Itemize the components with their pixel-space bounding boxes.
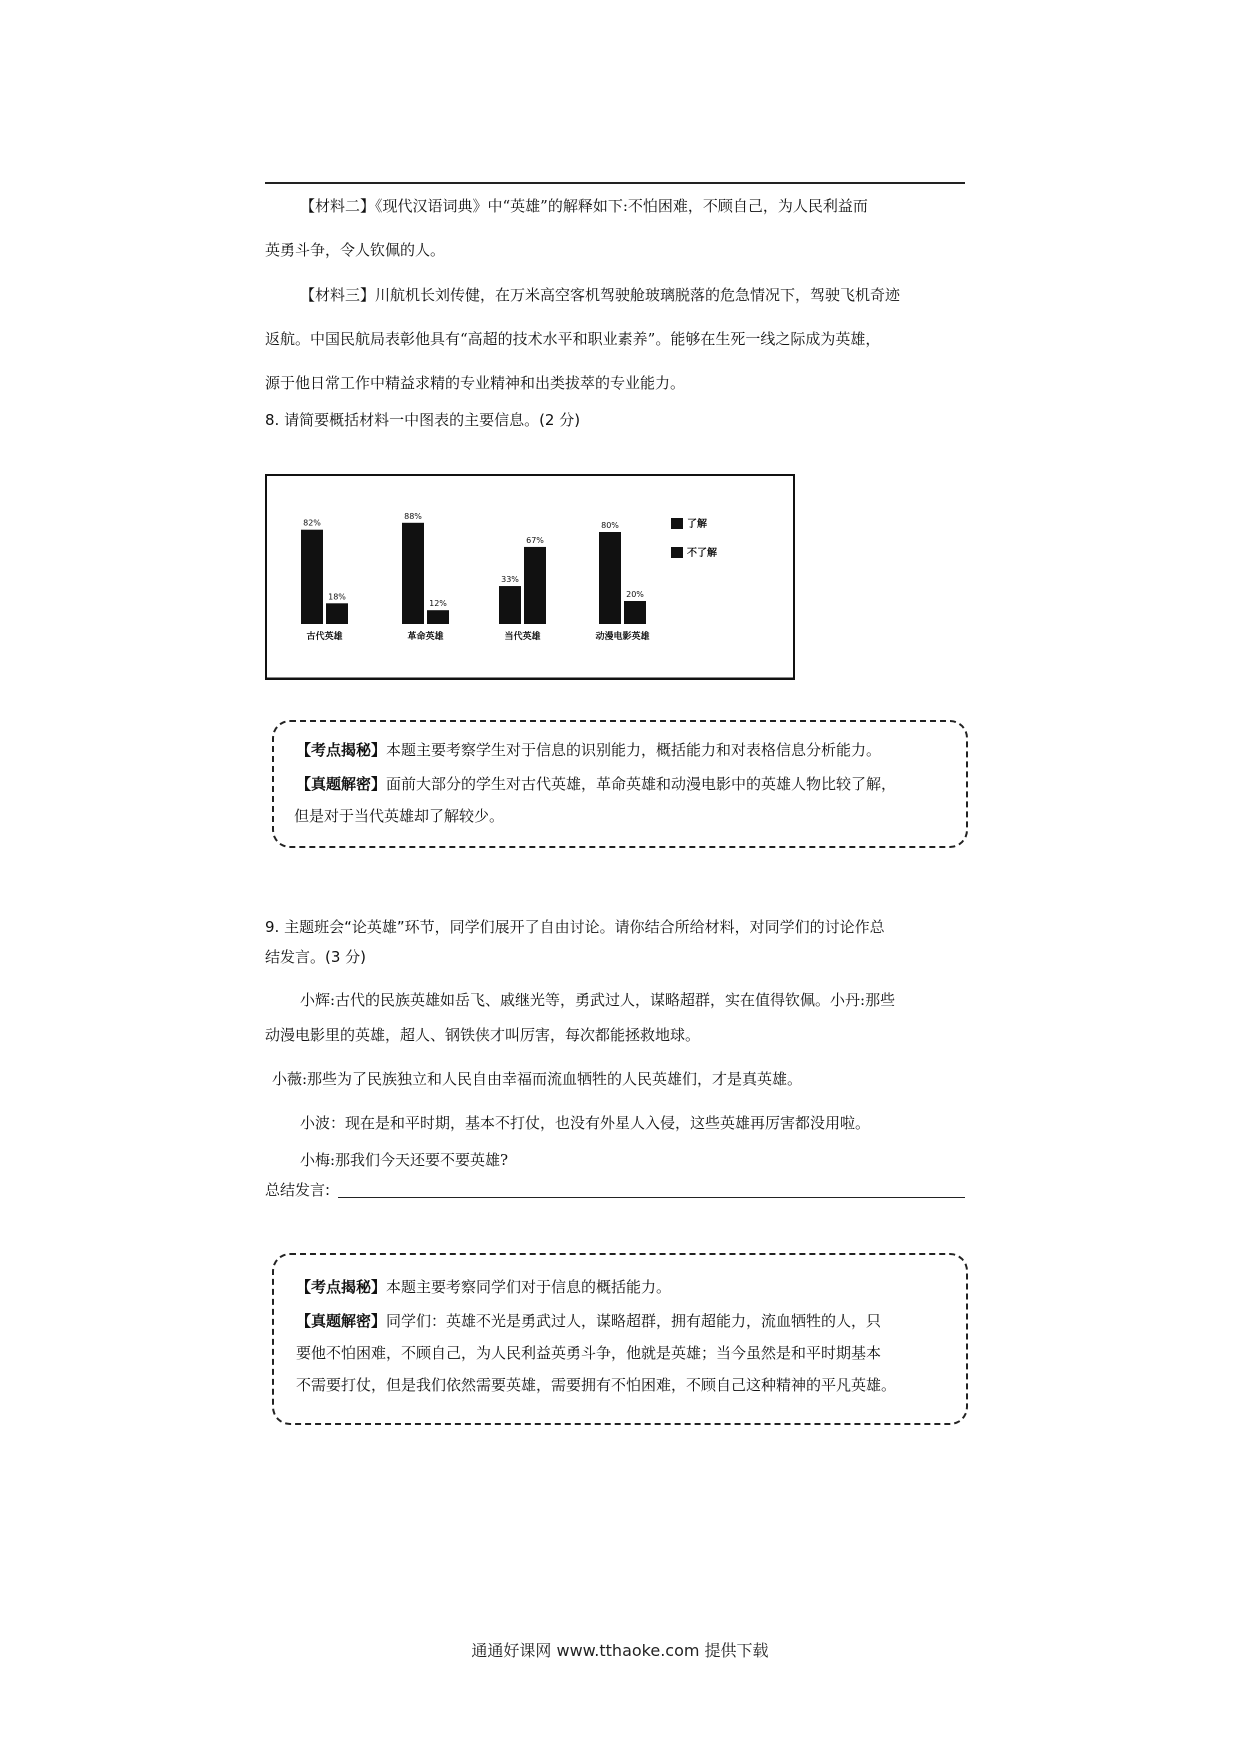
analysis-box-2: [272, 1253, 968, 1425]
bar-label-不了解-动漫电影英雄: 20%: [626, 590, 644, 599]
top-rule: [265, 182, 965, 184]
bar-了解-动漫电影英雄: [599, 532, 621, 624]
category-label-当代英雄: 当代英雄: [504, 632, 541, 642]
box1-tag-2: 【真题解密】: [296, 775, 387, 793]
legend-swatch-不了解: [671, 547, 683, 558]
question-9-line-2: 结发言。(3 分): [265, 948, 367, 966]
material-3-line-1: 【材料三】川航机长刘传健，在万米高空客机驾驶舱玻璃脱落的危急情况下，驾驶飞机奇迹: [300, 286, 901, 304]
discussion-line-3: 小薇:那些为了民族独立和人民自由幸福而流血牺牲的人民英雄们，才是真英雄。: [272, 1070, 803, 1088]
bar-label-了解-革命英雄: 88%: [404, 511, 422, 521]
box1-tag-1: 【考点揭秘】: [296, 741, 387, 759]
box2-tag-2: 【真题解密】: [296, 1312, 387, 1330]
bar-label-了解-动漫电影英雄: 80%: [601, 521, 619, 530]
box1-text-1: 本题主要考察学生对于信息的识别能力，概括能力和对表格信息分析能力。: [386, 741, 882, 759]
legend-label-了解: 了解: [687, 519, 707, 530]
box2-tag-1: 【考点揭秘】: [296, 1278, 387, 1296]
box2-line-1: [296, 1277, 671, 1297]
legend-swatch-了解: [671, 518, 683, 529]
bar-label-不了解-古代英雄: 18%: [328, 592, 346, 602]
bar-不了解-古代英雄: [326, 603, 348, 624]
discussion-line-4: 小波：现在是和平时期，基本不打仗，也没有外星人入侵，这些英雄再厉害都没用啦。: [300, 1114, 871, 1132]
category-label-革命英雄: 革命英雄: [407, 632, 444, 642]
bar-了解-革命英雄: [402, 523, 424, 624]
discussion-line-2: 动漫电影里的英雄，超人、钢铁侠才叫厉害，每次都能拯救地球。: [265, 1026, 701, 1044]
category-label-古代英雄: 古代英雄: [306, 632, 343, 642]
legend-label-不了解: 不了解: [687, 548, 717, 559]
box2-text-2: 同学们：英雄不光是勇武过人，谋略超群，拥有超能力，流血牺牲的人，只: [386, 1312, 882, 1330]
bar-不了解-动漫电影英雄: [624, 601, 646, 624]
question-9-line-1: 9. 主题班会“论英雄”环节，同学们展开了自由讨论。请你结合所给材料，对同学们的讨论作总: [265, 918, 885, 936]
material-2-line-1: 【材料二】《现代汉语词典》中“英雄”的解释如下:不怕困难，不顾自己，为人民利益而: [300, 197, 868, 215]
category-label-动漫电影英雄: 动漫电影英雄: [595, 632, 650, 642]
material-2-line-2: 英勇斗争，令人钦佩的人。: [265, 241, 446, 259]
material-3-line-2: 返航。中国民航局表彰他具有“高超的技术水平和职业素养”。能够在生死一线之际成为英雄，: [265, 330, 881, 348]
bar-chart-svg: [265, 474, 795, 680]
box1-line-3: 但是对于当代英雄却了解较少。: [294, 807, 505, 825]
material-3-line-3: 源于他日常工作中精益求精的专业精神和出类拔萃的专业能力。: [265, 374, 686, 392]
box1-line-2: [296, 774, 896, 794]
bar-label-不了解-革命英雄: 12%: [429, 599, 447, 609]
question-8: 8. 请简要概括材料一中图表的主要信息。(2 分): [265, 411, 581, 429]
analysis-box-1: [272, 720, 968, 848]
bar-label-了解-当代英雄: 33%: [501, 575, 519, 585]
box2-line-3: 要他不怕困难，不顾自己，为人民利益英勇斗争，他就是英雄；当今虽然是和平时期基本: [296, 1344, 882, 1362]
bar-不了解-当代英雄: [524, 547, 546, 624]
box1-line-1: [296, 740, 881, 760]
box1-text-2: 面前大部分的学生对古代英雄，革命英雄和动漫电影中的英雄人物比较了解，: [386, 775, 897, 793]
discussion-line-5: 小梅:那我们今天还要不要英雄?: [300, 1151, 509, 1169]
box2-line-2: [296, 1311, 881, 1331]
footer-credit: 通通好课网 www.tthaoke.com 提供下载: [471, 1641, 769, 1660]
bar-不了解-革命英雄: [427, 610, 449, 624]
box2-text-1: 本题主要考察同学们对于信息的概括能力。: [386, 1278, 672, 1296]
summary-label: 总结发言:: [265, 1181, 331, 1199]
summary-answer-line[interactable]: [338, 1197, 965, 1198]
bar-了解-古代英雄: [301, 530, 323, 624]
discussion-line-1: 小辉:古代的民族英雄如岳飞、戚继光等，勇武过人，谋略超群，实在值得钦佩。小丹:那些: [300, 991, 896, 1009]
bar-label-不了解-当代英雄: 67%: [526, 535, 544, 545]
bar-chart: [265, 474, 795, 680]
bar-了解-当代英雄: [499, 586, 521, 624]
bar-label-了解-古代英雄: 82%: [303, 518, 321, 528]
box2-line-4: 不需要打仗，但是我们依然需要英雄，需要拥有不怕困难，不顾自己这种精神的平凡英雄。: [296, 1376, 897, 1394]
